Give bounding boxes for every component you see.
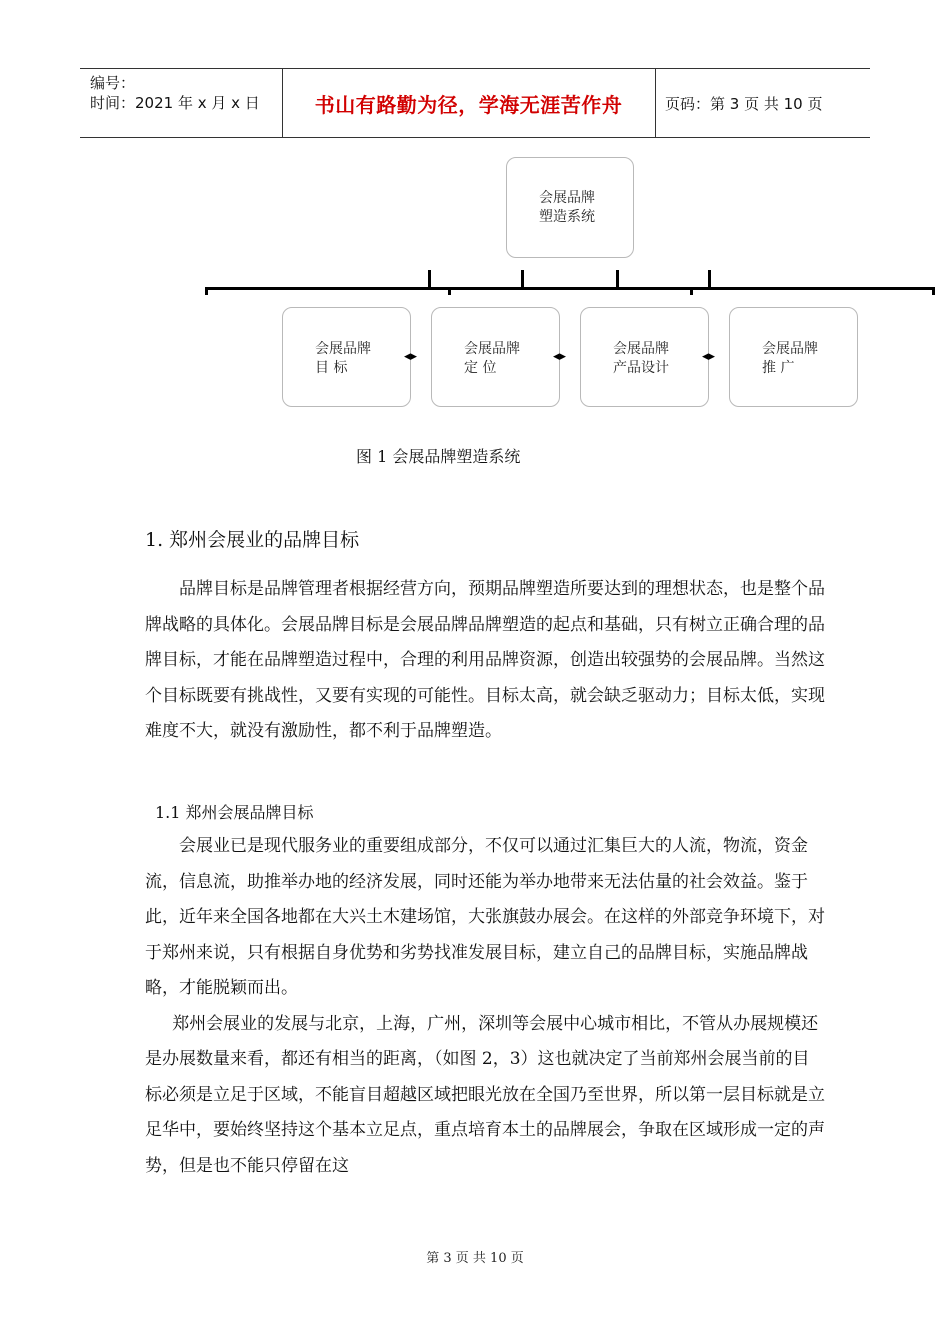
diagram-connector-tick xyxy=(616,270,619,288)
double-arrow-icon: ◂▸ xyxy=(404,349,418,364)
diagram-connector-tick xyxy=(448,289,451,295)
node-label-line1: 会展品牌 xyxy=(315,341,371,357)
subsection-heading: 1.1 郑州会展品牌目标 xyxy=(155,803,314,822)
double-arrow-icon: ◂▸ xyxy=(553,349,567,364)
diagram-node-promotion xyxy=(729,307,858,407)
node-label-line2: 推 广 xyxy=(762,360,795,376)
diagram-connector-tick xyxy=(932,287,935,295)
diagram-connector-tick xyxy=(428,270,431,288)
node-label-line2: 目 标 xyxy=(315,360,348,376)
node-label-line1: 会展品牌 xyxy=(464,341,520,357)
diagram-connector-tick xyxy=(521,270,524,288)
diagram-connector-tick xyxy=(205,287,208,295)
diagram-node-product-design xyxy=(580,307,709,407)
double-arrow-icon: ◂▸ xyxy=(702,349,716,364)
diagram-node-goal xyxy=(282,307,411,407)
diagram-connector-rail xyxy=(205,287,935,290)
root-label-line1: 会展品牌 xyxy=(539,190,595,206)
node-label-line1: 会展品牌 xyxy=(762,341,818,357)
section-heading: 1. 郑州会展业的品牌目标 xyxy=(145,529,360,551)
diagram-connector-tick xyxy=(690,289,693,295)
page-footer: 第 3 页 共 10 页 xyxy=(426,1251,524,1266)
paragraph: 会展业已是现代服务业的重要组成部分，不仅可以通过汇集巨大的人流，物流，资金流，信息流，助推举办地的经济发展，同时还能为举办地带来无法估量的社会效益。鉴于此，近年来全国各地都在大兴土木建场馆，大张旗鼓办展会。在这样的外部竞争环境下，对于郑州来说，只有根据自身优势和劣势找准发展目标，建立自己的品牌目标，实施品牌战略，才能脱颖而出。 xyxy=(145,836,825,998)
page-header xyxy=(80,68,870,138)
figure-caption: 图 1 会展品牌塑造系统 xyxy=(356,447,521,466)
node-label-line1: 会展品牌 xyxy=(613,341,669,357)
header-meta xyxy=(90,73,260,113)
node-label-line2: 定 位 xyxy=(464,360,497,376)
number-label: 编号： xyxy=(90,74,136,92)
section-body xyxy=(145,572,825,750)
header-divider xyxy=(655,69,656,137)
time-label: 时间：2021 年 x 月 x 日 xyxy=(90,94,260,112)
paragraph: 郑州会展业的发展与北京，上海，广州，深圳等会展中心城市相比，不管从办展规模还是办展数量来看，都还有相当的距离，（如图 2，3）这也就决定了当前郑州会展当前的目标必须是立足于区域，不能盲目超越区域把眼光放在全国乃至世界，所以第一层目标就是立足华中，要始终坚持这个基本立足点，重点培育本土的品牌展会，争取在区域形成一定的声势，但是也不能只停留在这 xyxy=(145,1013,825,1176)
subsection-body xyxy=(145,829,825,1184)
diagram-connector-tick xyxy=(708,270,711,288)
diagram-root-node xyxy=(506,157,634,258)
paragraph: 品牌目标是品牌管理者根据经营方向，预期品牌塑造所要达到的理想状态，也是整个品牌战略的具体化。会展品牌目标是会展品牌品牌塑造的起点和基础，只有树立正确合理的品牌目标，才能在品牌塑造过程中，合理的利用品牌资源，创造出较强势的会展品牌。当然这个目标既要有挑战性，又要有实现的可能性。目标太高，就会缺乏驱动力；目标太低，实现难度不大，就没有激励性，都不利于品牌塑造。 xyxy=(145,579,825,741)
header-motto: 书山有路勤为径，学海无涯苦作舟 xyxy=(314,92,623,117)
node-label-line2: 产品设计 xyxy=(613,360,669,376)
header-page-info: 页码：第 3 页 共 10 页 xyxy=(665,94,823,113)
root-label-line2: 塑造系统 xyxy=(539,209,595,225)
diagram-node-positioning xyxy=(431,307,560,407)
